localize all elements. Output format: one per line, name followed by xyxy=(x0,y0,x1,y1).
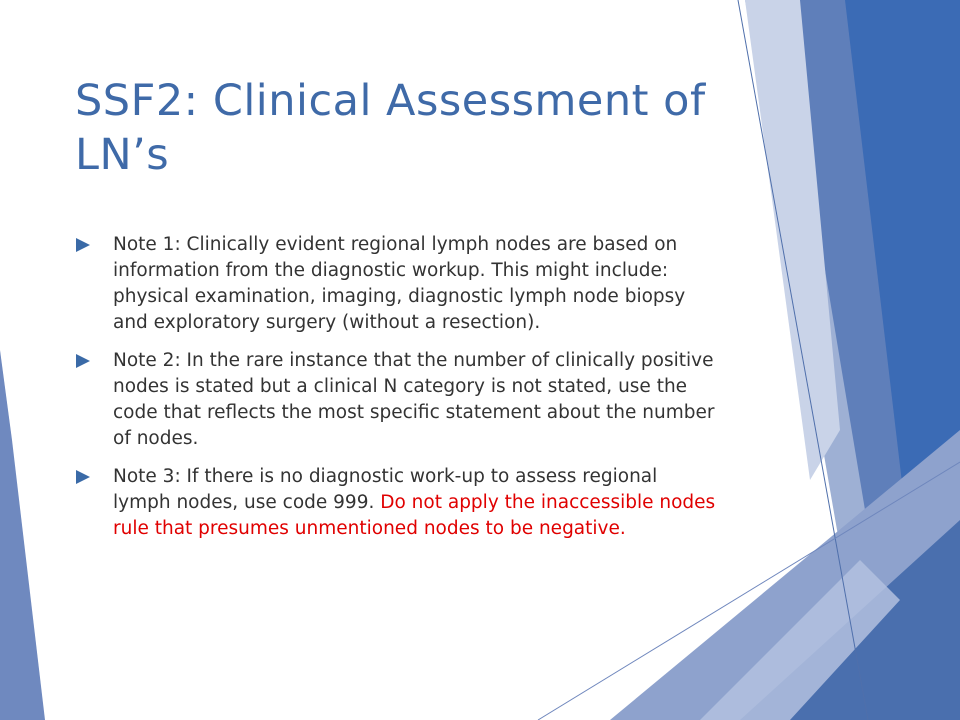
bullet-text xyxy=(113,464,716,542)
bullet-emphasis-text: Do not apply the inaccessible nodes rule that presumes unmentioned nodes to be negative. xyxy=(113,492,716,539)
bullet-text xyxy=(113,232,716,336)
slide-title: SSF2: Clinical Assessment of LN’s xyxy=(75,76,706,180)
left-accent-strip xyxy=(0,350,45,720)
right-triangle-bullet-icon xyxy=(76,354,90,368)
right-triangle-bullet-icon xyxy=(76,470,90,484)
bullet-note-1 xyxy=(76,232,716,336)
bullet-body-text: Note 1: Clinically evident regional lymph nodes are based on information from the diagnostic workup. This might include: physical examination, imaging, diagnostic lymph node biopsy and exploratory surgery (without a resection). xyxy=(113,234,686,333)
bullet-body-text: Note 3: If there is no diagnostic work-up to assess regional lymph nodes, use code 999. xyxy=(113,466,658,513)
bullet-note-3 xyxy=(76,464,716,542)
bullet-note-2 xyxy=(76,348,716,452)
bullet-list xyxy=(76,232,716,554)
bullet-text xyxy=(113,348,716,452)
right-triangle-bullet-icon xyxy=(76,238,90,252)
bullet-body-text: Note 2: In the rare instance that the number of clinically positive nodes is stated but a clinical N category is not stated, use the code that reflects the most specific statement about the number of nodes. xyxy=(113,350,715,449)
